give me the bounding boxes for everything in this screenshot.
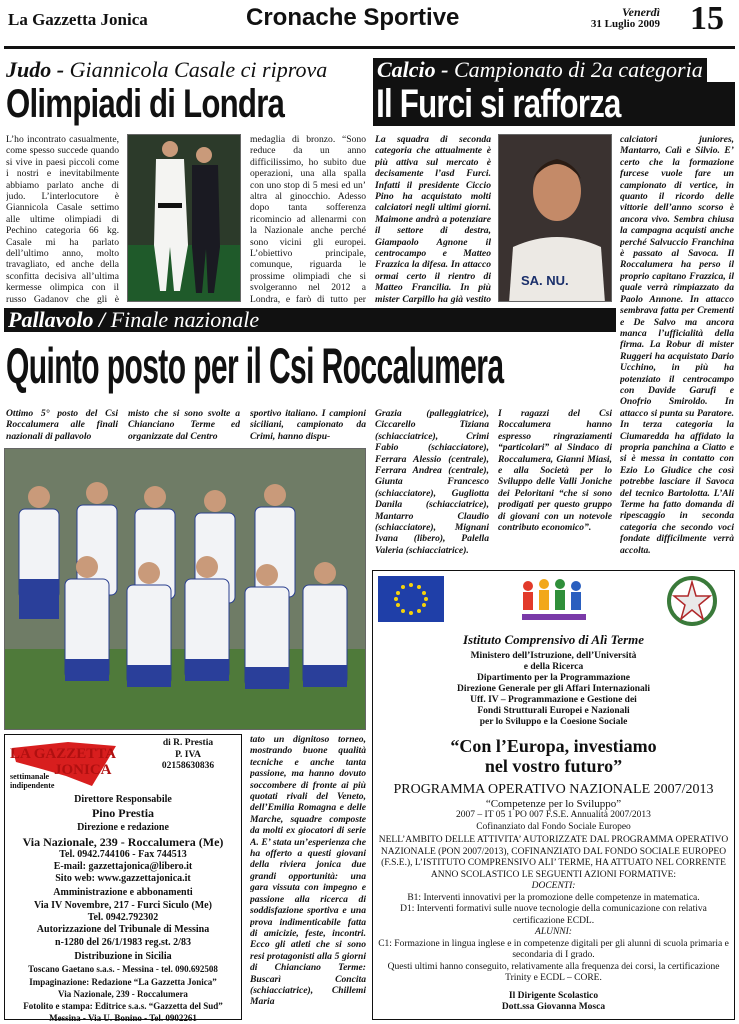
judo-kicker-sport: Judo - [6, 57, 65, 82]
pallavolo-column-continued: tato un dignitoso torneo, mostrando buone qualità tecniche e anche tanta passione, ma hanno dovuto soccombere di fronte ai più quotati rivali del Veneto, dell’Emilia Romagna e delle Marche, squadre composte da molti ex giocatori di serie A. E’ stata un’esperienza che ha offerto a questi giovani della riviera jonica due grandi opportunità: una gara vissuta con impegno e passione alla ricerca di soddisfazione sportiva e una prova indimenticabile fatta di amicizie, feste, incontri. Ecco gli atleti che si sono resi protagonisti alla 5 giorni di Chianciano Terme: Buscarì Concita (schiacciatrice), Chillemi Maria [250, 734, 366, 1008]
distribution: Toscano Gaetano s.a.s. - Messina - tel. 090.692508 [28, 964, 218, 975]
calcio-column-2: calciatori juniores, Mantarro, Calì e Silvio. E’ certo che la formazione furcese vuole fare un campionato di vertice, in quanto il ricordo delle vittorie dell’anno scorso è ancora vivo. Sembra chiusa la campagna acquisti anche perché Salvuccio Franchina è passato al Savoca. Il Roccalumera ha perso il proprio capitano Frazzica, il quale verrà rimpiazzato da Paolo Annone. In attacco sembrava fatta per Crementi e De Salvo ma ancora manca l’ufficialità della firma. La Robur di mister Ruggeri ha acquistato Dario Ucchino, in più ha potenziato il centrocampo con Davide Garufi e Onofrio Smiroldo. In attacco si punta su Paratore. In terza categoria la Ciumaredda ha affidato la propria panchina a Ciatto e si è messa in contatto con Ezio Lo Giudice che così potrebbe lasciare il Savoca del tecnico Bartolotta. L’Ali Terme ha fatto domanda di ripescaggio in seconda categoria che secondo voci fondate difficilmente verrà accolta. [620, 134, 734, 556]
calcio-column-1: La squadra di seconda categoria che attualmente è più attiva sul mercato è decisamente l’asd Furci. Infatti il presidente Ciccio Pino ha acquistato molti calciatori negli ultimi giorni. Maimone andrà a potenziare il settore di destra, Giampaolo Agnone il centrocampo e Matteo Frazzica la difesa. In attacco ormai certo il rientro di Matteo Francilia. In più mister Carpillo ha già vestito [375, 134, 491, 305]
page-number: 15 [690, 0, 724, 37]
calcio-kicker-text: Campionato di 2a categoria [454, 57, 703, 82]
ministry-line-7: per lo Sviluppo e la Coesione Sociale [479, 717, 628, 727]
pallavolo-column-1: Ottimo 5° posto del Csi Roccalumera alle finali nazionali di pallavolo [6, 408, 118, 442]
calcio-jersey-text: SA. NU. [521, 273, 569, 288]
distribution-title: Distribuzione in Sicilia [74, 950, 172, 962]
judo-signature [285, 305, 296, 306]
judo-photo-image [128, 135, 241, 302]
header-rule [4, 46, 735, 49]
calcio-headline-band [373, 82, 735, 126]
judo-column-1: L’ho incontrato casualmente, come spesso succede quando si vive in paesi piccoli come i nostri e inevitabilmente abbiamo parlato anche di judo. L’interlocutore è Giannicola Casale settimo alle ultime olimpiadi di Pechino categoria 66 kg. Casale mi ha parlato dell’ultimo anno, molto travagliato, ed anche della sconfitta decisiva all’ultima kermesse olimpica con il russo Gadanov che gli è [6, 134, 119, 305]
judo-column-2 [250, 134, 366, 306]
owner-line-3: 02158630836 [161, 761, 215, 771]
pallavolo-kicker-sport: Pallavolo / [8, 307, 106, 332]
pallavolo-kicker [4, 308, 616, 332]
office-email: E-mail: gazzettajonica@libero.it [53, 860, 193, 872]
slogan-line-1: “Con l’Europa, investiamo [450, 736, 657, 756]
logo-line-1: LA GAZZETTA [10, 746, 117, 762]
issue-date [582, 6, 660, 30]
slogan-line-2: nel vostro futuro” [484, 756, 623, 776]
office-phone: Tel. 0942.744106 - Fax 744513 [59, 848, 187, 860]
issue-weekday: Venerdì [621, 5, 660, 19]
pallavolo-team-image [5, 449, 366, 730]
director-name: Pino Prestia [91, 806, 155, 821]
layout-credit: Impaginazione: Redazione “La Gazzetta Jonica” [29, 976, 217, 987]
print-address: Messina - Via U. Bonino - Tel. 0902261 [49, 1013, 197, 1024]
pon-children-logo-icon [518, 574, 590, 628]
director-title: Direttore Responsabile [74, 794, 172, 805]
office-title: Direzione e redazione [77, 822, 169, 834]
ministry-line-4: Direzione Generale per gli Affari Internazionali [456, 684, 651, 694]
calcio-kicker [373, 58, 707, 82]
signatory-title: Il Dirigente Scolastico [508, 990, 599, 1001]
authorization: Autorizzazione del Tribunale di Messina [36, 924, 210, 936]
action-d1: D1: Interventi formativi sulle nuove tecnologie della comunicazione con relativa certificazione ECDL. [400, 904, 707, 926]
admin-title: Amministrazione e abbonamenti [53, 887, 193, 899]
pallavolo-column-2: misto che si sono svolte a Chianciano Terme ed organizzate dal Centro [128, 408, 240, 442]
calcio-headline: Il Furci si rafforza [376, 82, 621, 126]
ministry-block [376, 651, 731, 728]
layout-address: Via Nazionale, 239 - Roccalumera [58, 988, 188, 999]
program-title: PROGRAMMA OPERATIVO NAZIONALE 2007/2013 [393, 782, 714, 797]
judo-column-2-text: medaglia di bronzo. “Sono reduce da un anno difficilissimo, ho subito due operazioni, una alla spalla con uno stop di 5 mesi ed un’ altra al ginocchio. Adesso dopo tanta sofferenza ricomincio ad allenarmi con la Nazionale anche perché sono vicini gli europei. L’obiettivo principale, comunque, riguarda le prossime olimpiadi che si svolgeranno nel 2012 a Londra, e farò di tutto per [250, 134, 366, 305]
masthead-owner [140, 738, 236, 773]
masthead-logo [8, 738, 120, 790]
ministry-line-2: e della Ricerca [523, 662, 584, 672]
program-code: 2007 – IT 05 1 PO 007 F.S.E. Annualità 2007/2013 [456, 810, 651, 820]
owner-line-1: di R. Prestia [162, 738, 214, 748]
owner-line-2: P. IVA [175, 749, 201, 760]
logo-line-2: JONICA [54, 762, 112, 778]
registration-number: n-1280 del 26/1/1983 reg.st. 2/83 [55, 936, 191, 948]
slogan [376, 736, 731, 776]
ad-paragraph: NELL’AMBITO DELLE ATTIVITA’ AUTORIZZATE DAL PROGRAMMA OPERATIVO NAZIONALE (PON 2007/2013), COFINANZIATO DAL FONDO SOCIALE EUROPEO (F.S.E.), L’ISTITUTO COMPRENSIVO ALI’ TERME, HA ATTUATO NEL CORRENTE ANNO SCOLASTICO LE SEGUENTI AZIONI FORMATIVE: [378, 835, 729, 880]
office-site: Sito web: www.gazzettajonica.it [55, 873, 191, 885]
admin-phone: Tel. 0942.792302 [87, 912, 159, 924]
pallavolo-column-3: sportivo italiano. I campioni siciliani, campionato da Crimi, hanno dispu- [250, 408, 366, 442]
judo-photo [127, 134, 241, 302]
pallavolo-headline: Quinto posto per il Csi Roccalumera [6, 338, 504, 394]
issue-date-text: 31 Luglio 2009 [590, 18, 660, 30]
pallavolo-column-4: Grazia (palleggiatrice), Ciccarello Tiziana (schiacciatrice), Crimi Fabio (schiacciatore), Ferrara Alessio (centrale), Ferrara Andrea (centrale), Giunta Francesco (schiacciatore), Gugliotta Danila (schiacciatrice), Mantarro Claudio (schiacciatore), Mignani Ivana (libero), Palella Valeria (schiacciatrice). [375, 408, 489, 556]
calcio-kicker-sport: Calcio - [377, 57, 449, 82]
pallavolo-column-5: I ragazzi del Csi Roccalumera hanno espresso ringraziamenti “particolari” al Sindaco di Roccalumera, Gianni Miasi, e alla Società per lo Sviluppo delle Valli Joniche dei Peloritani “che si sono prodigati per questo gruppo di giovani con un notevole contributo economico”. [498, 408, 612, 534]
judo-kicker-text: Giannicola Casale ci riprova [69, 57, 328, 82]
print-credit: Fotolito e stampa: Editrice s.a.s. “Gazzetta del Sud” [23, 1001, 223, 1012]
admin-address: Via IV Novembre, 217 - Furci Siculo (Me) [34, 899, 212, 911]
program-subtitle: “Competenze per lo Sviluppo” [485, 798, 622, 810]
pallavolo-kicker-text: Finale nazionale [110, 307, 260, 332]
fund-line: Cofinanziato dal Fondo Sociale Europeo [476, 821, 631, 832]
closing-text: Questi ultimi hanno conseguito, relativamente alla frequenza dei corsi, la certificazione Trinity e ECDL – CORE. [387, 961, 720, 983]
teachers-heading: DOCENTI: [531, 881, 576, 891]
judo-kicker [6, 58, 327, 82]
ministry-line-1: Ministero dell’Istruzione, dell’Università [470, 651, 637, 661]
pallavolo-team-photo [4, 448, 366, 730]
institute-name: Istituto Comprensivo di Alì Terme [462, 632, 645, 647]
section-title: Cronache Sportive [246, 4, 460, 31]
italy-emblem-icon [662, 574, 722, 628]
judo-headline: Olimpiadi di Londra [6, 82, 285, 126]
calcio-photo [498, 134, 612, 302]
ministry-line-3: Dipartimento per la Programmazione [477, 673, 630, 683]
action-c1: C1: Formazione in lingua inglese e in competenze digitali per gli alunni di scuola primaria e secondaria di I grado. [378, 938, 729, 960]
publication-name: La Gazzetta Jonica [8, 10, 148, 29]
students-heading: ALUNNI: [535, 927, 572, 937]
calcio-photo-image [499, 135, 612, 302]
action-b1: B1: Interventi innovativi per la promozione delle competenze in matematica. [407, 892, 700, 903]
ministry-line-5: Uff. IV – Programmazione e Gestione dei [470, 695, 637, 705]
ministry-line-6: Fondi Strutturali Europei e Nazionali [477, 706, 630, 716]
masthead-credits [6, 794, 240, 1024]
logo-subtitle [10, 772, 54, 790]
pon-ad-content [376, 632, 731, 1014]
office-address: Via Nazionale, 239 - Roccalumera (Me) [22, 834, 224, 849]
logo-subtitle-1: settimanale [10, 772, 50, 781]
eu-flag-icon [378, 576, 444, 622]
logo-subtitle-2: indipendente [10, 781, 55, 790]
signatory-name: Dott.ssa Giovanna Mosca [501, 1002, 606, 1012]
